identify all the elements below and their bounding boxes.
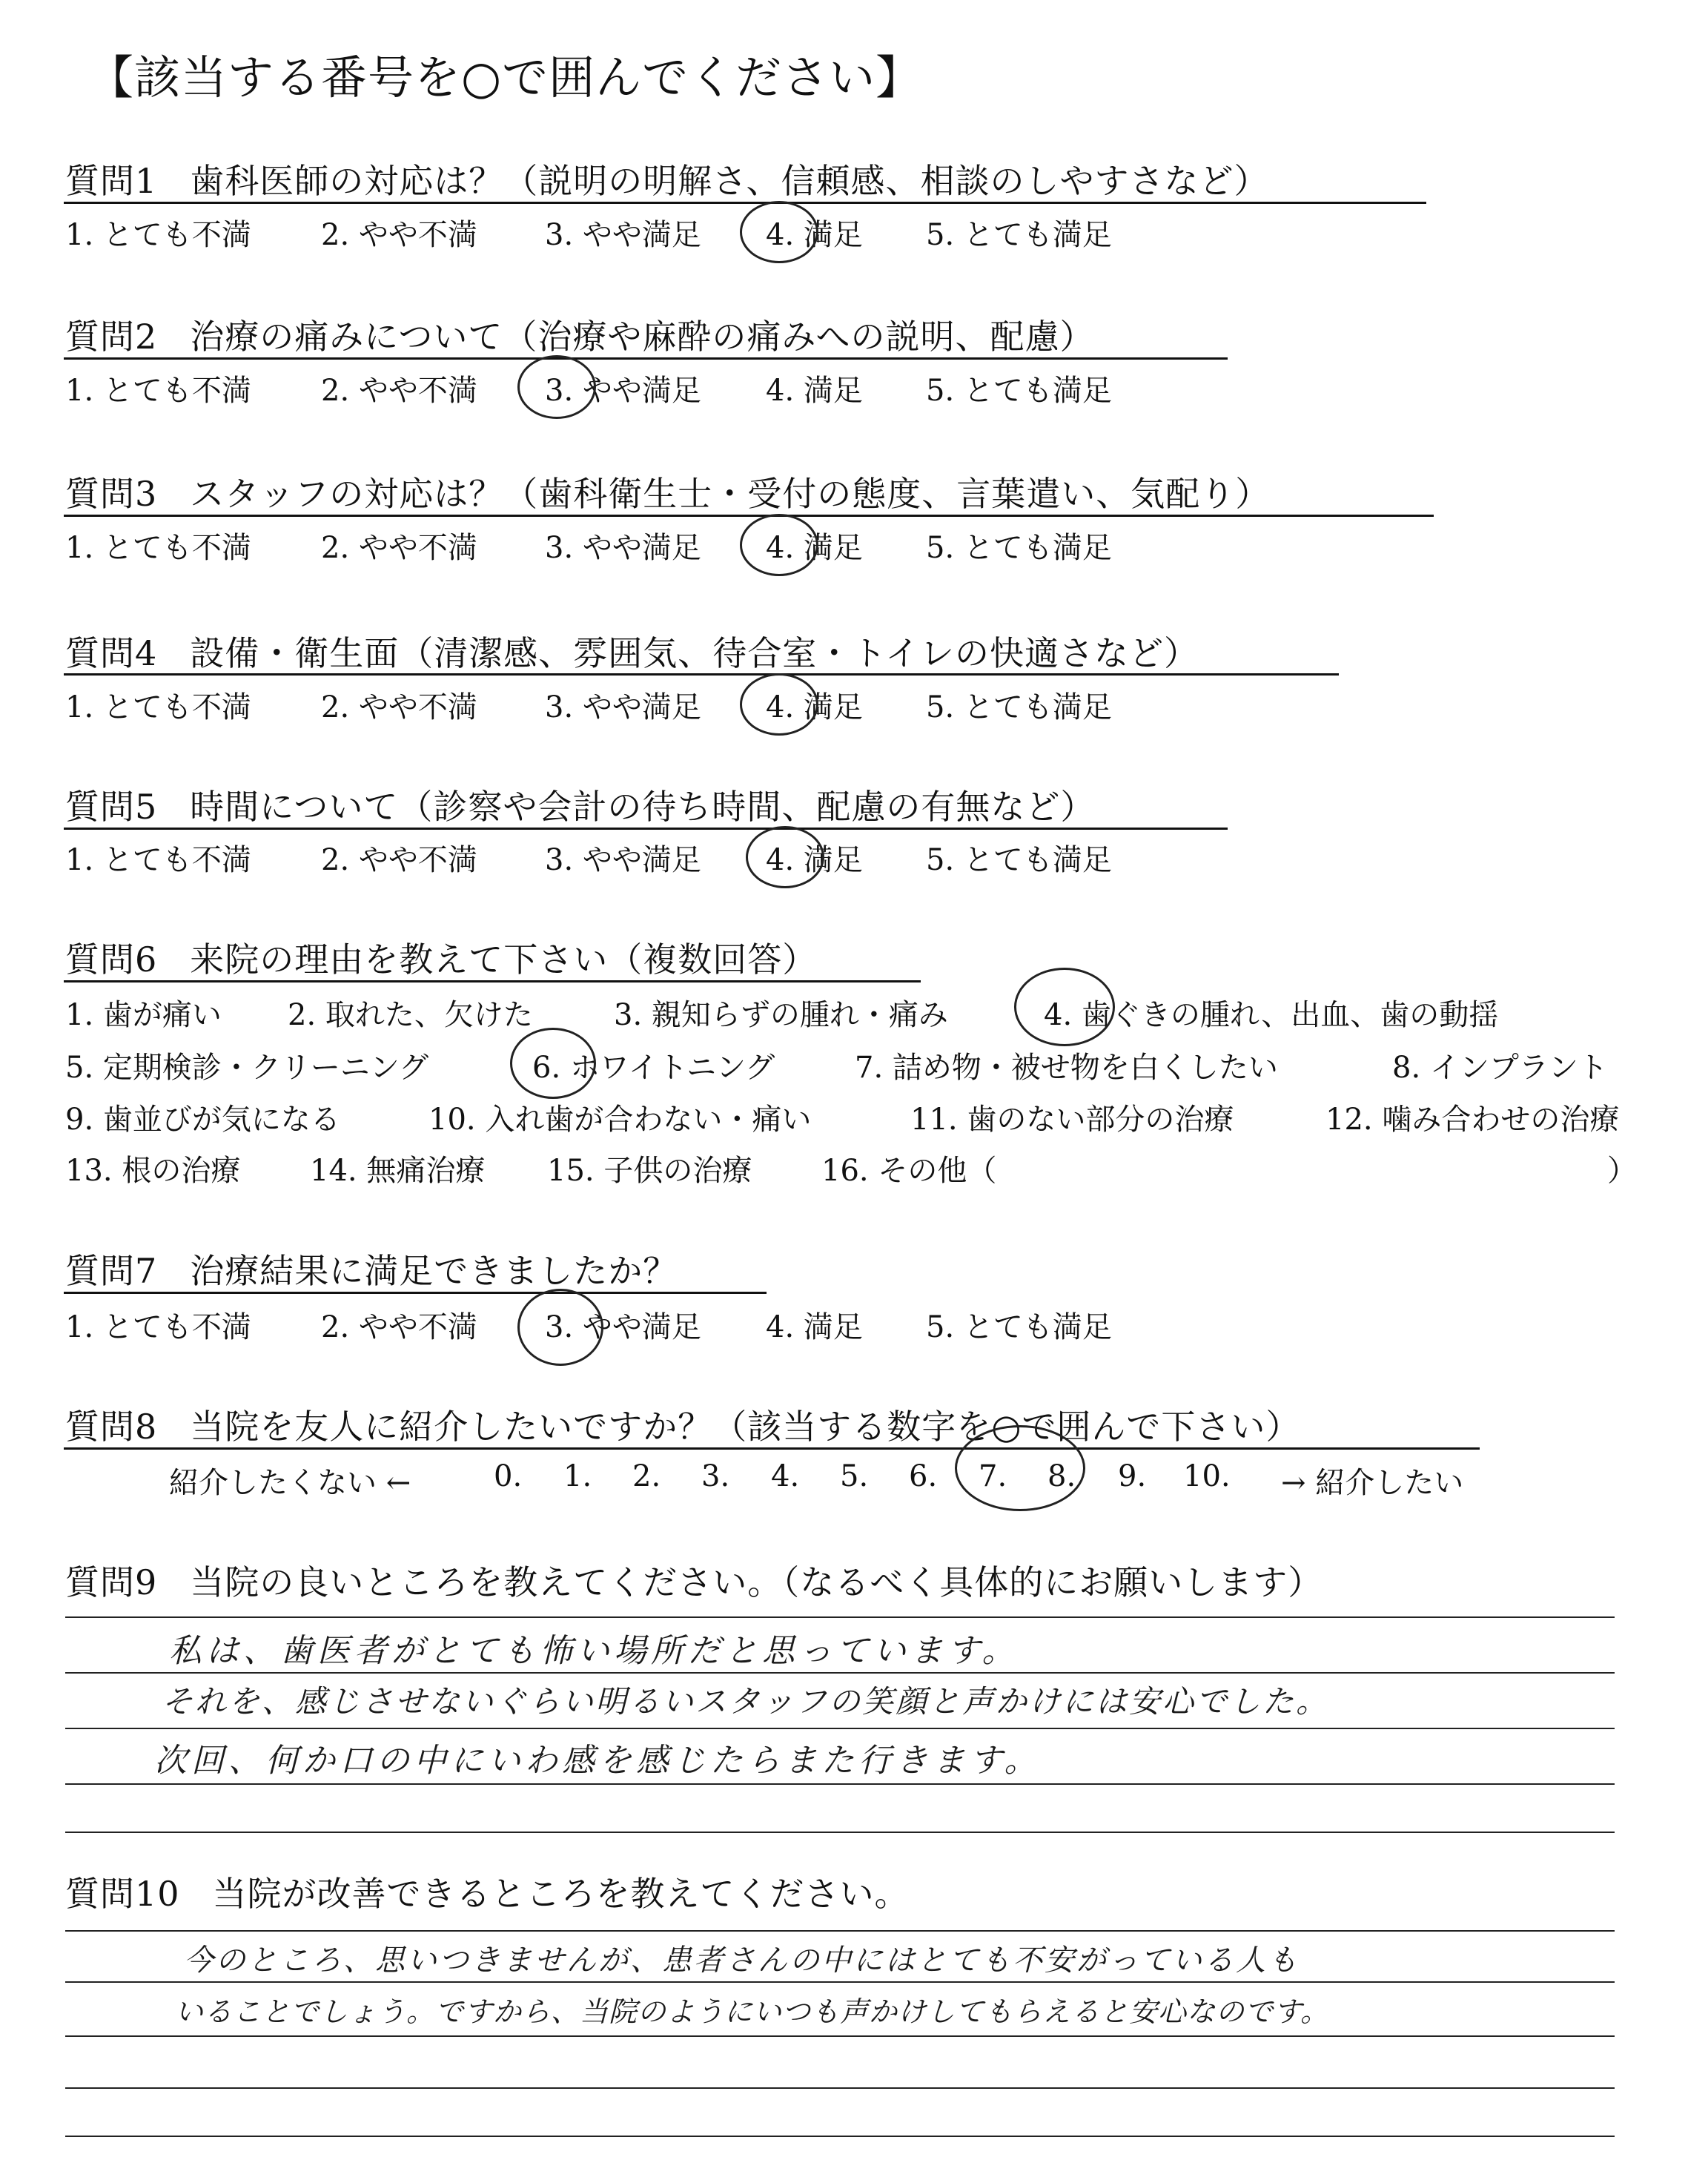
q6-option-7[interactable]: 7. 詰め物・被せ物を白くしたい xyxy=(855,1051,1278,1085)
q1-option-3[interactable]: 3. やや満足 xyxy=(545,218,701,252)
question-4-underline xyxy=(64,673,1339,676)
q5-option-2[interactable]: 2. やや不満 xyxy=(321,843,477,877)
q8-option-4[interactable]: 4. xyxy=(771,1459,800,1493)
q3-option-2[interactable]: 2. やや不満 xyxy=(321,531,477,565)
question-9-text: 当院の良いところを教えてください。（なるべく具体的にお願いします） xyxy=(190,1562,1323,1602)
q8-option-1[interactable]: 1. xyxy=(563,1459,592,1493)
q4-option-1[interactable]: 1. とても不満 xyxy=(65,690,251,724)
q8-option-5[interactable]: 5. xyxy=(840,1459,869,1493)
question-6-number: 質問6 xyxy=(65,939,158,980)
q6-option-10[interactable]: 10. 入れ歯が合わない・痛い xyxy=(428,1103,812,1137)
question-10-title xyxy=(65,1867,910,1916)
q8-option-2[interactable]: 2. xyxy=(632,1459,661,1493)
q1-option-2[interactable]: 2. やや不満 xyxy=(321,218,477,252)
question-1-text: 歯科医師の対応は？（説明の明解さ、信頼感、相談のしやすさなど） xyxy=(190,161,1269,201)
q8-option-9[interactable]: 9. xyxy=(1118,1459,1147,1493)
q2-option-3[interactable]: 3. やや満足 xyxy=(545,374,701,408)
q1-option-5[interactable]: 5. とても満足 xyxy=(926,218,1112,252)
q9-answer-line-1 xyxy=(65,1616,1615,1618)
q9-answer-line-4 xyxy=(65,1783,1615,1785)
q6-other-close-paren: ） xyxy=(1607,1154,1637,1188)
question-4-title xyxy=(65,627,1199,676)
q3-option-3[interactable]: 3. やや満足 xyxy=(545,531,701,565)
question-4-number: 質問4 xyxy=(65,633,158,673)
q9-answer-line-2 xyxy=(65,1672,1615,1674)
q3-option-4[interactable]: 4. 満足 xyxy=(766,531,863,565)
q10-answer-line-5 xyxy=(65,2136,1615,2137)
q7-option-3[interactable]: 3. やや満足 xyxy=(545,1310,701,1344)
question-1-title xyxy=(65,154,1268,203)
q6-option-1[interactable]: 1. 歯が痛い xyxy=(65,998,222,1032)
question-4-text: 設備・衛生面（清潔感、雰囲気、待合室・トイレの快適さなど） xyxy=(190,633,1199,673)
q8-option-10[interactable]: 10. xyxy=(1183,1459,1231,1493)
question-7-title xyxy=(65,1244,678,1293)
question-8-title xyxy=(65,1400,1300,1449)
question-2-text: 治療の痛みについて（治療や麻酔の痛みへの説明、配慮） xyxy=(190,317,1095,357)
q4-option-2[interactable]: 2. やや不満 xyxy=(321,690,477,724)
q8-option-7[interactable]: 7. xyxy=(979,1459,1007,1493)
q8-option-0[interactable]: 0. xyxy=(494,1459,523,1493)
page-title: 【該当する番号を○で囲んでください】 xyxy=(87,50,923,105)
q7-option-1[interactable]: 1. とても不満 xyxy=(65,1310,251,1344)
question-8-underline xyxy=(64,1447,1480,1450)
q10-answer-line-3 xyxy=(65,2035,1615,2037)
q6-option-11[interactable]: 11. 歯のない部分の治療 xyxy=(910,1103,1234,1137)
q1-option-1[interactable]: 1. とても不満 xyxy=(65,218,251,252)
question-9-title xyxy=(65,1556,1323,1605)
q6-option-3[interactable]: 3. 親知らずの腫れ・痛み xyxy=(614,998,948,1032)
q10-answer-line-4 xyxy=(65,2087,1615,2089)
question-6-text: 来院の理由を教えて下さい（複数回答） xyxy=(190,939,818,980)
question-3-underline xyxy=(64,515,1434,517)
q10-answer-line-1 xyxy=(65,1930,1615,1932)
q4-option-3[interactable]: 3. やや満足 xyxy=(545,690,701,724)
question-5-text: 時間について（診察や会計の待ち時間、配慮の有無など） xyxy=(190,787,1096,827)
q3-option-5[interactable]: 5. とても満足 xyxy=(926,531,1112,565)
question-2-number: 質問2 xyxy=(65,317,158,357)
question-5-underline xyxy=(64,828,1228,830)
q9-answer-text-3: 次回、何か口の中にいわ感を感じたらまた行きます。 xyxy=(154,1742,1042,1780)
q6-option-9[interactable]: 9. 歯並びが気になる xyxy=(65,1103,340,1137)
q2-option-2[interactable]: 2. やや不満 xyxy=(321,374,477,408)
q6-option-16[interactable]: 16. その他（ xyxy=(821,1154,997,1188)
q5-option-1[interactable]: 1. とても不満 xyxy=(65,843,251,877)
q1-option-4[interactable]: 4. 満足 xyxy=(766,218,863,252)
q8-option-3[interactable]: 3. xyxy=(701,1459,730,1493)
question-7-underline xyxy=(64,1292,767,1294)
q5-option-3[interactable]: 3. やや満足 xyxy=(545,843,701,877)
q6-option-13[interactable]: 13. 根の治療 xyxy=(65,1154,241,1188)
question-8-number: 質問8 xyxy=(65,1407,158,1447)
question-10-text: 当院が改善できるところを教えてください。 xyxy=(212,1874,910,1914)
q6-option-5[interactable]: 5. 定期検診・クリーニング xyxy=(65,1051,429,1085)
q6-option-8[interactable]: 8. インプラント xyxy=(1392,1051,1608,1085)
question-7-text: 治療結果に満足できましたか？ xyxy=(190,1251,678,1291)
question-7-number: 質問7 xyxy=(65,1251,158,1291)
question-6-title xyxy=(65,933,817,982)
q6-option-14[interactable]: 14. 無痛治療 xyxy=(310,1154,486,1188)
q5-option-5[interactable]: 5. とても満足 xyxy=(926,843,1112,877)
q5-option-4[interactable]: 4. 満足 xyxy=(766,843,863,877)
question-5-number: 質問5 xyxy=(65,787,158,827)
question-3-title xyxy=(65,467,1270,516)
question-5-title xyxy=(65,780,1095,829)
question-3-number: 質問3 xyxy=(65,474,158,514)
q6-option-2[interactable]: 2. 取れた、欠けた xyxy=(288,998,533,1032)
q7-option-5[interactable]: 5. とても満足 xyxy=(926,1310,1112,1344)
q8-scale-right-label: → 紹介したい xyxy=(1281,1466,1464,1500)
q9-answer-line-3 xyxy=(65,1728,1615,1729)
q7-option-2[interactable]: 2. やや不満 xyxy=(321,1310,477,1344)
question-8-text: 当院を友人に紹介したいですか？（該当する数字を○で囲んで下さい） xyxy=(190,1407,1301,1447)
question-6-underline xyxy=(64,980,921,982)
q8-option-8[interactable]: 8. xyxy=(1047,1459,1076,1493)
q6-option-12[interactable]: 12. 噛み合わせの治療 xyxy=(1325,1103,1620,1137)
q2-option-5[interactable]: 5. とても満足 xyxy=(926,374,1112,408)
q9-answer-text-1: 私は、歯医者がとても怖い場所だと思っています。 xyxy=(169,1632,1019,1670)
q9-answer-text-2: それを、感じさせないぐらい明るいスタッフの笑顔と声かけには安心でした。 xyxy=(162,1683,1330,1720)
q6-option-6[interactable]: 6. ホワイトニング xyxy=(532,1051,775,1085)
q7-option-4[interactable]: 4. 満足 xyxy=(766,1310,863,1344)
q9-answer-line-5 xyxy=(65,1832,1615,1833)
q10-answer-text-2: いることでしょう。ですから、当院のようにいつも声かけしてもらえると安心なのです。 xyxy=(175,1995,1329,2028)
q4-option-4[interactable]: 4. 満足 xyxy=(766,690,863,724)
question-1-underline xyxy=(64,202,1426,204)
q3-option-1[interactable]: 1. とても不満 xyxy=(65,531,251,565)
q6-option-4[interactable]: 4. 歯ぐきの腫れ、出血、歯の動揺 xyxy=(1044,998,1499,1032)
q8-option-6[interactable]: 6. xyxy=(909,1459,938,1493)
question-3-text: スタッフの対応は？（歯科衛生士・受付の態度、言葉遣い、気配り） xyxy=(190,474,1271,514)
question-2-underline xyxy=(64,357,1228,360)
q10-answer-text-1: 今のところ、思いつきませんが、患者さんの中にはとても不安がっている人も xyxy=(184,1943,1300,1978)
question-1-number: 質問1 xyxy=(65,161,158,201)
q2-option-4[interactable]: 4. 満足 xyxy=(766,374,863,408)
q2-option-1[interactable]: 1. とても不満 xyxy=(65,374,251,408)
q8-scale-left-label: 紹介したくない ← xyxy=(169,1466,411,1500)
question-2-title xyxy=(65,310,1094,359)
q10-answer-line-2 xyxy=(65,1981,1615,1983)
q6-option-15[interactable]: 15. 子供の治療 xyxy=(547,1154,752,1188)
question-9-number: 質問9 xyxy=(65,1562,158,1602)
question-10-number: 質問10 xyxy=(65,1874,180,1914)
q4-option-5[interactable]: 5. とても満足 xyxy=(926,690,1112,724)
